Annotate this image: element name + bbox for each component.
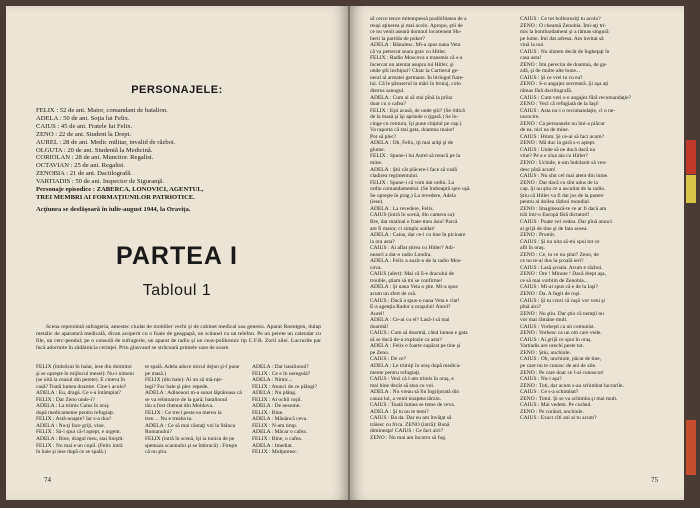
dialogue-line: ADELA : Ştii cât plăcere-i face să vadă — [370, 166, 457, 173]
dialogue-line: ADELA : Ce-ai cu el? Lasă-l să mai — [370, 317, 450, 324]
character-item: Personaje episodice : ZABERCA, LONOVICI, AGENTUL, — [36, 186, 204, 194]
dialogue-line: în baie şi iese după ce se spală.) — [36, 449, 106, 456]
dialogue-line: casă? Toată lumea doarme. Cine-i acolo? — [36, 383, 127, 390]
dialogue-line: FELIX : Eşti acasă, de unde ştii? (Se ridică — [370, 107, 465, 114]
characters-list — [36, 107, 336, 202]
dialogue-line: doarmă! — [370, 323, 389, 330]
dialogue-line: ai grijă de tine şi de fata aceea. — [520, 225, 588, 232]
part-title: PARTEA I — [116, 242, 238, 270]
dialogue-line: ZENO : Pe care doar ce l-ai cunoscut! — [520, 369, 604, 376]
dialogue-line: că va petrecut seara grav cu Hitler. — [370, 48, 447, 55]
dialogue-line: CAIUS : Vezi că l-am trimis în oraş, e — [370, 376, 454, 383]
dialogue-line: mai bine decât să stea cu voi. — [370, 382, 435, 389]
dialogue-line: CAIUS : Şi ce vrei tu cu ea? — [520, 74, 583, 81]
dialogue-line: CAIUS : Unde să ne ducă dacă nu — [520, 146, 596, 153]
dialogue-line: cladirea regimentului. — [370, 173, 419, 180]
character-item: CAIUS : 45 de ani. Fratele lui Felix. — [36, 122, 133, 130]
dialogue-line: CAIUS : Dacă a spus-o nana Veta e clar! — [370, 297, 460, 304]
dialogue-line: neaori a dat-o radio Londra. — [370, 251, 432, 258]
dialogue-line: FELIX : Bine. — [252, 409, 284, 416]
dialogue-line: ADELA : Şi tu nu te temi? — [370, 408, 429, 415]
dialogue-line: să se ducă de-a explozie ca asta? — [370, 336, 442, 343]
dialogue-line: FELIX : Dar Zeno unde-i? — [36, 396, 95, 403]
dialogue-line: se va reîntoarce de la gară; batalionul — [145, 396, 228, 403]
dialogue-line: CAIUS : Nu sîntem decât de îngheţaţi în — [520, 48, 610, 55]
dialogue-line: FELIX : Ce e în neregulă? — [252, 370, 311, 377]
dialogue-line: doar cu o cafea? — [370, 101, 406, 108]
dialogue-line: pînă aici? — [520, 304, 542, 311]
dialogue-line: pe masă.) — [145, 370, 167, 377]
dialogue-line: după medicamente pentru refugiaţi. — [36, 409, 115, 416]
dialogue-line: Bre, dar matinal e frate-meu ăsta! Parcă — [370, 218, 458, 225]
dialogue-line: te spală. Adela aduce micul dejun şi-l pune — [145, 364, 240, 370]
page-number: 75 — [651, 476, 658, 484]
dialogue-line: încercat un atentat asupra lui Hitler, şi — [370, 61, 454, 68]
dialogue-line: FELIX : Astă-noapte? Iar s-a dus? — [36, 416, 112, 423]
dialogue-line: ZENO : Ce, tu ce nu ştiai? Zeno, de — [520, 251, 599, 258]
dialogue-line: ADELA : De nesomn. — [252, 403, 301, 410]
dialogue-line: CAIUS (alert): Mai că îi-e dracului de — [370, 271, 454, 278]
page-tab-orange — [686, 420, 696, 475]
dialogue-line: să cerce tence mitempessă posibilitatea de a — [370, 16, 467, 22]
dialogue-line: CAIUS : Asta nu-i o recomandaţie, ci o ne- — [520, 107, 616, 114]
dialogue-line: trouble, ştiam să mi se confirme! — [370, 277, 443, 284]
dialogue-line: CAIUS : De ce? — [370, 356, 406, 363]
dialogue-line: FELIX : Să-i spui că-l aştept, e urgent. — [36, 429, 121, 436]
tableau-title: Tabloul 1 — [142, 282, 212, 299]
dialogue-line: norocire. — [520, 114, 540, 121]
dialogue-line: CAIUS : Şi nu uita să-mi spui tot ce — [520, 238, 600, 245]
dialogue-line: ZENO : Ştiu, unchiule. — [520, 349, 571, 356]
dialogue-line: ADELA : Oh, Felix, iţi mai arăţi şi de — [370, 140, 454, 147]
dialogue-line: desc pînă acum! — [520, 166, 556, 173]
dialogue-line: vine? Pe a e ziua aia cu Hitler? — [520, 153, 588, 160]
dialogue-line: ADELA : Mănâncă ceva. — [252, 416, 308, 423]
dialogue-line: vină la noi. — [520, 42, 545, 49]
dialogue-line: ADELA : Dar batalionul? — [252, 364, 309, 370]
page-tab-red — [686, 140, 696, 174]
dialogue-line: dimineaţa! CAIUS : Ce faci aici? — [370, 428, 444, 435]
dialogue-line: Va raporta că stai gata, doamna maior! — [370, 127, 455, 134]
dialogue-line: ZENO : Ca persoanele nu îmi-a plăcut — [520, 120, 605, 127]
dialogue-line: E-a agenţia Rador a oraşului! Aurel? — [370, 304, 451, 311]
dialogue-line: (iese). — [370, 199, 384, 206]
scene-description: Scena reprezintă sufrageria, amestec ciudat de mobilier vechi şi de cabinet medical sau genesis. Aparat Roentgen, dulap metalic de aparatură medicală, divan acoperit cu o foaie de geaşpapă, un scăunel cu un telefon. Pe un perete un calendar cu file, un cerc-pendul; pe o consolă de sufragerie, un aparat de radio şi un ceas-polihronic tip C.F.R. Zorii zilei. Lucrurile par încă adormite în zădărnicia cerinţei. Prin glasvand se străcoară primele raze de soare. — [36, 324, 321, 351]
dialogue-line: CAIUS : Nu-i aşa? — [520, 376, 562, 383]
dialogue-line: FELIX : Spune-i lui Aurel să treacă pe la — [370, 153, 461, 160]
dialogue-line: ADELA : Adineaori m-a sunat lăptăreasa că — [145, 390, 242, 397]
dialogue-line: ADELA : Bine, dragul meu, stai liniştit. — [36, 436, 124, 443]
dialogue-line: FELIX (din baie): Ai un sâ mă-nţe- — [145, 377, 223, 384]
dialogue-line: FELIX : Mulţumesc. — [252, 449, 298, 456]
dialogue-line: ADELA : Nu-ţi face griji, vine. — [36, 422, 105, 429]
dialogue-line: că nu ştiu. — [145, 449, 168, 456]
dialogue-column-left — [370, 16, 512, 442]
characters-heading: PERSONAJELE: — [131, 84, 223, 96]
dialogue-line: FELIX : Spune-i că vom dat ordin. La — [370, 179, 455, 186]
character-item: OLGUTA : 20 de ani. Studentă la Medicină. — [36, 146, 153, 154]
dialogue-line: neral al armatei germane. În birlogul fiare- — [370, 74, 464, 81]
dialogue-line: CAIUS : Ce tot bolborosiţi tu acolo? — [520, 16, 601, 22]
dialogue-line: CAIUS : Ce s-a schimbat? — [520, 389, 579, 396]
dialogue-line: ADELA : Şi nana Veta o ştie. Mi-a spus — [370, 284, 458, 291]
dialogue-line: mine. — [370, 160, 383, 167]
dialogue-line: CAIUS : Oh, unchiule, păcat de tine, — [520, 356, 602, 363]
dialogue-line: FELIX : Ai ochii roşii. — [252, 396, 302, 403]
dialogue-line: trăiesc cu frica. ZENO (intră): Bună — [370, 421, 450, 428]
dialogue-line: lui. Că le păruserul la mări în bruiaj, colo — [370, 81, 461, 88]
dialogue-line: Pot să plec? — [370, 133, 397, 140]
dialogue-line: mis la bombardament şi a rămas singură — [520, 29, 609, 36]
dialogue-line: speteaza scaunului şi se îmbracă) : Fireşte — [145, 442, 238, 449]
dialogue-line: ZENO : Vezi că refugiată de la Iaşi! — [520, 101, 599, 108]
dialogue-line: ZENO : Mă duc la gară s-o aştept. — [520, 140, 596, 147]
dialogue-line: tău a fost chemat din Moldova. — [145, 403, 214, 410]
dialogue-line: ZENO : Uchide, n-am îndrăznit să ven- — [520, 160, 607, 167]
dialogue-line: berti la partida de poker? — [370, 35, 425, 42]
character-item: OCTAVIAN : 25 de ani. Regalist. — [36, 162, 125, 170]
dialogue-line: cap. Şi nu ştiu ce a ascultat de la radio. — [520, 186, 606, 193]
dialogue-line: CAIUS : Ai grijă ce spui în oraş. — [520, 336, 592, 343]
dialogue-line: CAIUS : Hmm. Şi ce-ai să faci acum? — [520, 133, 605, 140]
dialogue-line: ZENO : Îmi perecita de doamna, de ga- — [520, 61, 608, 68]
dialogue-line: ADELA : Nimic... — [252, 377, 293, 384]
dialogue-line: casa asta! — [520, 55, 542, 62]
dialogue-line: mente pentru refugiaţi. — [370, 369, 421, 376]
dialogue-line: vor mai rămâne mult. — [520, 317, 568, 324]
dialogue-line: pentru al doilea război mondial. — [520, 199, 591, 206]
dialogue-line: ZENO : Nu ştiu. Dar ştiu că nemţii nu — [520, 310, 604, 317]
dialogue-line: de ea, nici ea de mine. — [520, 127, 570, 134]
dialogue-line: la ora asta? — [370, 238, 395, 245]
dialogue-line: ADELA : Măcar o cafea. — [252, 429, 308, 436]
dialogue-line: CAIUS : Cum să doarmă, când lumea e gata — [370, 330, 468, 337]
dialogue-line: ADELA : Ce să mai căutaţi voi la Stânca — [145, 422, 236, 429]
dialogue-line: Vartiadis are urechi peste tot. — [520, 343, 584, 350]
dialogue-line: CAIUS : Poate vei vedea. Dar pînă atunci — [520, 218, 612, 225]
dialogue-column-3 — [252, 364, 344, 456]
dialogue-line: acum un sfert de oră. — [370, 290, 417, 297]
dialogue-line: FELIX (îmbrăcat în halat, iese din dormitor — [36, 364, 133, 370]
dialogue-line: CAIUS : Mai vedem. Pe curând. — [520, 402, 592, 409]
dialogue-line: ADELA : Nu plâng. — [252, 390, 297, 397]
dialogue-line: CAIUS (intră în scenă, din camera sa): — [370, 212, 456, 219]
character-item: ZENO : 22 de ani. Student la Drept. — [36, 130, 132, 138]
character-item: VARTIADIS : 50 de ani. Inspector de Siguranţă. — [36, 178, 164, 186]
dialogue-line: CAIUS : Vorbeşti ca un comunist. — [520, 323, 595, 330]
dialogue-line: rămas fără dactilografă. — [520, 88, 573, 95]
dialogue-line: pe lume. Îmi dat adresa. Am invitat să — [520, 35, 604, 42]
dialogue-line: glume. — [370, 146, 386, 153]
dialogue-line: are fi maior, ci simplu soldat! — [370, 225, 435, 232]
character-item: CORIOLAN : 28 de ani. Muncitor. Regalist. — [36, 154, 154, 162]
dialogue-line: Ştiu că Hitler va fi dat jos de la putere — [520, 192, 604, 199]
dialogue-line: unde ştii inchipui? Chiar la Cartierul ge- — [370, 68, 459, 75]
dialogue-line: ZENO : Ore ! Minute ! Dacă drept aşa, — [520, 271, 606, 278]
dialogue-column-2 — [145, 364, 246, 456]
dialogue-line: ZENO : Pe curând, unchiule. — [520, 408, 584, 415]
dialogue-line: CAIUS : Toată lumea se teme de ceva. — [370, 402, 456, 409]
dialogue-line: FELIX : Ce treci peste ea mereu la — [145, 409, 222, 416]
dialogue-line: ADELA : Bănuiesc. Mi-a spus nana Veta — [370, 42, 461, 49]
dialogue-line: ADELA : Eu, dragă. Ce s-a întâmplat? — [36, 390, 121, 397]
dialogue-line: ce să mai vorbim de Zenobia... — [520, 277, 588, 284]
dialogue-line: ADELA : La trimis Caius în oraş — [36, 403, 109, 410]
dialogue-line: Romanului? — [145, 429, 172, 436]
dialogue-column-1 — [36, 364, 139, 456]
dialogue-line: FELIX : Bine, o cafea. — [252, 436, 303, 443]
dialogue-line: ZENO : Promit. — [520, 232, 556, 239]
dialogue-line: FELIX : N-am timp. — [252, 422, 298, 429]
dialogue-line: ADELA : Felix e foarte supărat pe tine şi — [370, 343, 461, 350]
dialogue-line: legi? Fac baie şi plec repede. — [145, 383, 209, 390]
character-item: TREI MEMBRI AI FORMAŢIUNILOR PATRIOTICE. — [36, 193, 195, 201]
dialogue-line: ZENO : S-o angajez secretară. Şi aşa aţi — [520, 81, 609, 88]
dialogue-line: ZENO : Nu mai am încotro să fug. — [370, 435, 447, 441]
dialogue-line: CAIUS : Lasă şcoala. Acum e război. — [520, 264, 603, 271]
dialogue-line: ZENO : Da. A fugit de ruşi. — [520, 290, 581, 297]
dialogue-line: (se uită la ceasul din perete). E cineva în — [36, 377, 126, 384]
character-item: ZENOBIA : 21 de ani. Dactilografă. — [36, 170, 132, 178]
left-page — [6, 6, 348, 500]
dialogue-line: ADELA : Imediat. — [252, 442, 293, 449]
dialogue-line: cova. — [370, 264, 382, 271]
dialogue-line: ZENO : O cheamă Zenobia. Îmi-aţi tri- — [520, 22, 607, 29]
dialogue-line: ZENO : Toti, dar acum s-au schimbat lucrurile. — [520, 382, 624, 389]
dialogue-line: ADELA : Caius, dar ce-i cu tine în picioare — [370, 232, 466, 239]
dialogue-line: de la masă şi îşi aprinde o ţigară.) Se în- — [370, 114, 459, 121]
dialogue-line: CAIUS : Cum vrei s-o angajez fără recomandaţie? — [520, 94, 632, 101]
dialogue-line: pe care nu te cunosc de ani de zile. — [520, 362, 597, 369]
dialogue-line: CAIUS : Şi tu crezi că ruşii vor veni şi — [520, 297, 606, 304]
dialogue-line: şi se opreşte în mijlocul mesei): Nu-i nimeni — [36, 370, 134, 377]
dialogue-line: ZENO : Totul. Şi se va schimba şi mai mult. — [520, 395, 618, 402]
dialogue-line: afli în oraş. — [520, 245, 545, 252]
dialogue-line: cauza lui, a venit noaptea târziu. — [370, 395, 442, 402]
dialogue-line: CAIUS : Mi-ai spus că e de la Iaşi? — [520, 284, 598, 291]
page-tab-yellow — [686, 175, 696, 203]
dialogue-line: cinge cu centura, îşi pune chipiul pe cap.) — [370, 120, 462, 127]
dialogue-line: ZENO : Dar dacă cu sînt adus de la — [520, 179, 598, 186]
dialogue-line: Se opreşte în prag.) La revedere, Adela — [370, 192, 456, 199]
character-item: ADELA : 50 de ani. Soţia lui Felix. — [36, 114, 130, 122]
dialogue-line: CAIUS : Ai aflat ştirea cu Hitler? Adi- — [370, 245, 455, 252]
dialogue-line: tren ... Nu e treaba ta. — [145, 416, 193, 423]
dialogue-line: distrus sanogul. — [370, 88, 405, 95]
dialogue-line: ADELA : La revedere, Felix. — [370, 205, 435, 212]
dialogue-line: ADELA : Le trimiţi în oraş după medica- — [370, 362, 461, 369]
dialogue-line: ce nu venit aseară domnul locotenent Hu- — [370, 29, 462, 36]
dialogue-line: ADELA : Cum ai să stai pînă la prînz — [370, 94, 453, 101]
character-item: AUREL : 28 de ani. Medic militar, invalid de război. — [36, 138, 176, 146]
dialogue-line: ADELA : Nu vreau să fiu îngrijorată din — [370, 389, 460, 396]
dialogue-column-right — [520, 16, 670, 422]
dialogue-line: CAIUS : Exact cîti ani ai tu acum? — [520, 415, 597, 422]
page-number: 74 — [44, 476, 51, 484]
dialogue-line: ADELA : Felix a auzit-o de la radio Mos- — [370, 258, 462, 265]
dialogue-line: ce nu te-ai dus la şcoală ieri? — [520, 258, 584, 265]
dialogue-line: ZENO : Imaginează-te ce ar fi dacă am — [520, 205, 607, 212]
character-item: FELIX : 52 de ani. Maior, comandant de batalion. — [36, 107, 168, 114]
right-page — [350, 6, 684, 500]
dialogue-line: ZENO : Vorbesc ca un om care vede. — [520, 330, 602, 337]
dialogue-line: Aurel! — [370, 310, 385, 317]
dialogue-line: reuşi aţinerea şi mai acolo. Apropo, ştii de — [370, 22, 463, 29]
dialogue-line: FELIX : Nu mai e un copil. (Felix intră — [36, 442, 123, 449]
dialogue-line: CAIUS : Ba da. Dar eu am învăţat să — [370, 415, 452, 422]
dialogue-line: FELIX : Atunci de ce plângi? — [252, 383, 317, 390]
dialogue-line: pe Zeno. — [370, 349, 390, 356]
dialogue-line: ordin comandamentul. (Se îndreaptă spre uşă. — [370, 186, 471, 193]
action-note: Acţiunea se desfăşoară în iulie-august 1944, la Oraviţa. — [36, 206, 191, 213]
dialogue-line: FELIX : Radio Moscova a transmis că s-a — [370, 55, 463, 62]
dialogue-line: CAIUS : Nu sînt cel mai atent din lume. — [520, 173, 609, 180]
dialogue-line: FELIX (intră în scenă, îşi ia tunica de pe — [145, 436, 235, 443]
dialogue-line: trăi într-o Europă fără dictatori! — [520, 212, 590, 219]
dialogue-line: zdă, şi de multe alte bune... — [520, 68, 581, 75]
